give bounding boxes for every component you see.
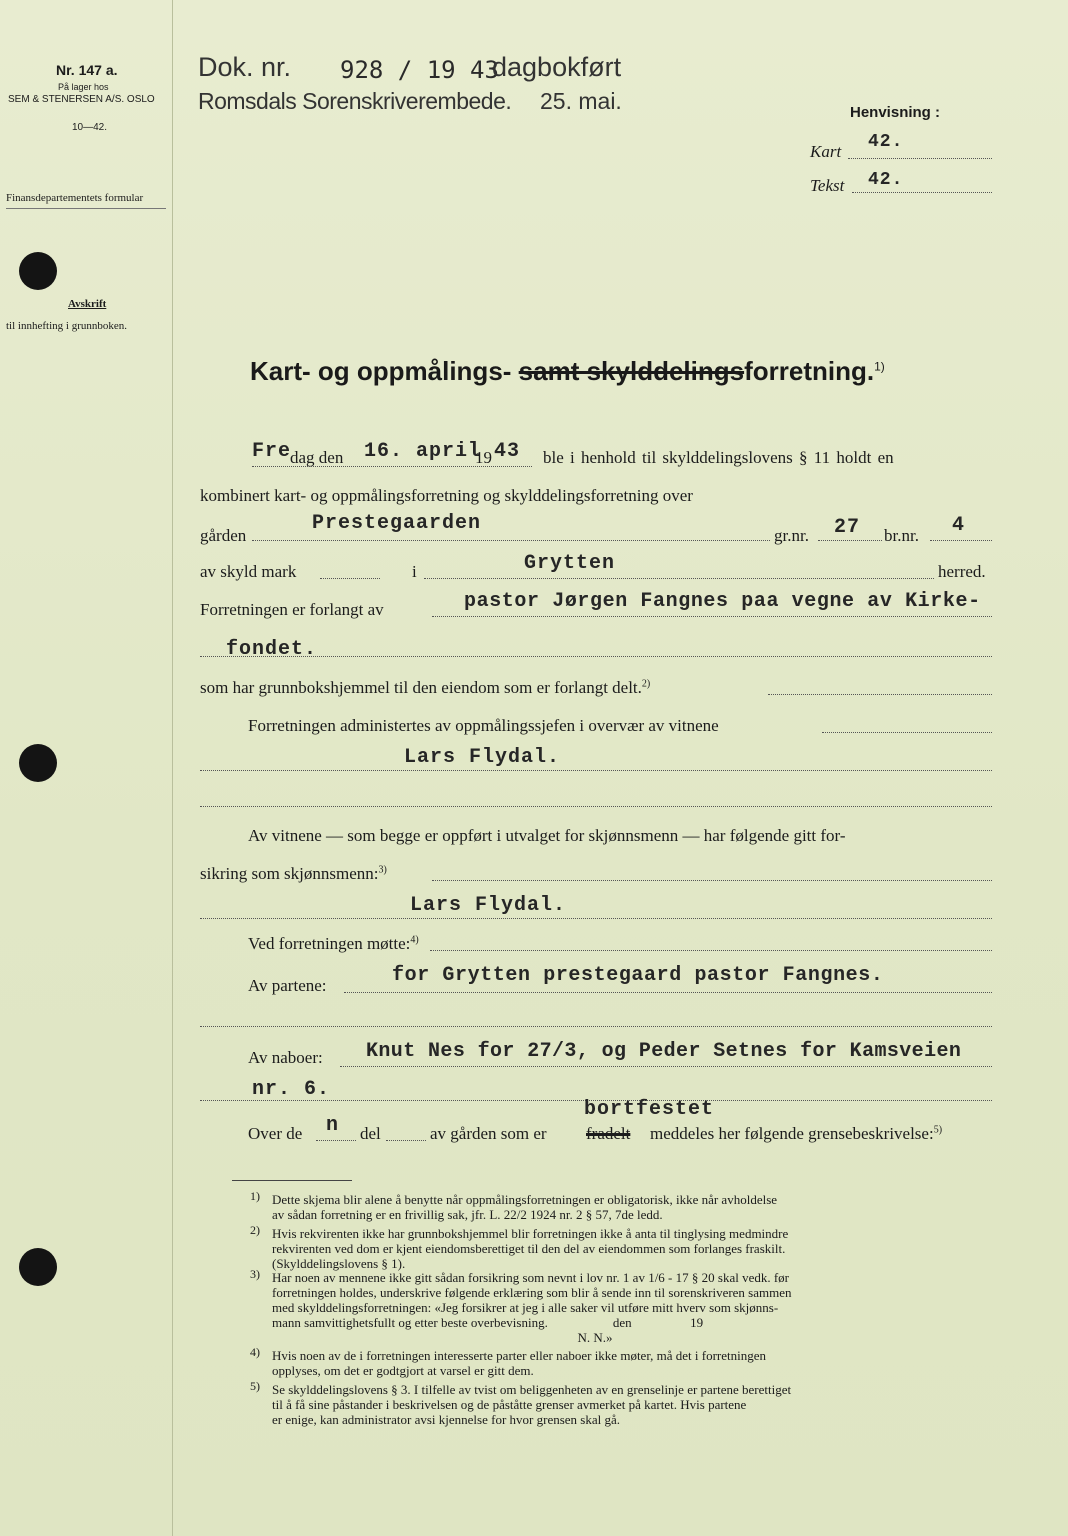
del-label: del (360, 1124, 381, 1143)
brnr-line (930, 540, 992, 541)
vitne-2: Lars Flydal. (410, 894, 567, 917)
footnote-line: av sådan forretning er en frivillig sak, jfr. L. 22/2 1924 nr. 2 § 57, 7de ledd. (272, 1207, 663, 1222)
stamp-date: 25. mai. (540, 88, 622, 114)
vitne-1: Lars Flydal. (404, 746, 561, 769)
vitne-text-2: sikring som skjønnsmenn: (200, 864, 379, 883)
partene-line-2 (200, 1026, 992, 1027)
footnote-line: Har noen av mennene ikke gitt sådan forsikring som nevnt i lov nr. 1 av 1/6 - 17 § 20 skal vedk. før (272, 1270, 790, 1285)
footnote-number: 2) (250, 1223, 260, 1237)
del-line (386, 1140, 426, 1141)
footnote-line: rekvirenten ved dom er kjent eiendomsberettiget til den del av eiendommen som forlanges fraskilt. (272, 1241, 786, 1256)
punch-hole (19, 744, 57, 782)
footnote-rule (232, 1180, 352, 1181)
footnote-line: mann samvittighetsfullt og etter beste overbevisning. den 19 (272, 1315, 704, 1330)
punch-hole (19, 252, 57, 290)
copy-subtitle: til innhefting i grunnboken. (6, 320, 127, 332)
stamp-office: Romsdals Sorenskriverembede. (198, 88, 512, 114)
copy-title: Avskrift (68, 298, 107, 310)
footnote-number: 1) (250, 1189, 260, 1203)
forlangt-line-2 (200, 656, 992, 657)
grnr-line (818, 540, 882, 541)
punch-hole (19, 1248, 57, 1286)
vitne-text-line (432, 880, 992, 881)
vitne-note: 3) (378, 864, 387, 876)
naboer-label: Av naboer: (248, 1048, 323, 1067)
skyld-line (320, 578, 380, 579)
meddeles-wrap (650, 1124, 942, 1144)
form-date-code: 10—42. (72, 122, 108, 133)
naboer-value-2: nr. 6. (252, 1078, 331, 1101)
admin-line (822, 732, 992, 733)
reference-title: Henvisning : (850, 104, 941, 121)
footnote-number: 4) (250, 1345, 260, 1359)
motte-label-wrap (248, 934, 419, 954)
heading-part-1: Kart- og oppmålings- (250, 356, 512, 386)
grnr-label: gr.nr. (774, 526, 809, 545)
vitne-line-2 (200, 806, 992, 807)
footnote-line: Se skylddelingslovens § 3. I tilfelle av tvist om beliggenheten av en grenselinje er partene berettiget (272, 1382, 792, 1397)
meddeles-text: meddeles her følgende grensebeskrivelse: (650, 1124, 934, 1143)
garden-label: gården (200, 526, 247, 545)
footnote-line: forretningen holdes, underskrive følgende erklæring som blir å sende inn til sorenskriveren sammen (272, 1285, 792, 1300)
publisher-line-1: På lager hos (58, 82, 109, 92)
over-value: n (326, 1114, 340, 1137)
garden-som-er: av gården som er (430, 1124, 547, 1143)
weekday-value: Fre (252, 440, 292, 463)
stamp-doc-label: Dok. nr. (198, 52, 292, 82)
ministry-underline (6, 208, 166, 209)
footnote-line: med skylddelingsforretningen: «Jeg forsikrer at jeg i alle saker vil utføre mitt hverv som skjønns- (272, 1300, 779, 1315)
date-line (252, 466, 532, 467)
heading-struck-text: samt skylddelings (518, 356, 745, 386)
grnr-value: 27 (834, 516, 861, 539)
stamp-doc-number: 928 / 19 43 (340, 56, 499, 84)
heading-part-2: forretning. (744, 356, 875, 386)
year-value: 43 (494, 440, 521, 463)
naboer-value-1: Knut Nes for 27/3, og Peder Setnes for Kamsveien (366, 1040, 962, 1063)
partene-value: for Grytten prestegaard pastor Fangnes. (392, 964, 884, 987)
hjemmel-line (768, 694, 992, 695)
heading-note: 1) (874, 359, 885, 374)
hjemmel-label (200, 678, 650, 698)
motte-note: 4) (410, 934, 419, 946)
brnr-label: br.nr. (884, 526, 919, 545)
stamp-dagbokfort: dagbokført (492, 52, 622, 82)
over-line (316, 1140, 356, 1141)
form-number: Nr. 147 a. (56, 62, 118, 78)
garden-line (252, 540, 770, 541)
footnote-line: er enige, kan administrator avsi kjennelse for hvor grensen skal gå. (272, 1412, 620, 1427)
footnote-line: Hvis rekvirenten ikke har grunnbokshjemmel blir forretningen ikke å anta til tinglysing medmindre (272, 1226, 789, 1241)
date-value: 16. april (364, 440, 482, 463)
footnote-line: (Skylddelingslovens § 1). (272, 1256, 406, 1271)
over-label: Over de (248, 1124, 303, 1143)
vitne-2-line (200, 918, 992, 919)
tekst-line (852, 192, 992, 193)
garden-value: Prestegaarden (312, 512, 482, 535)
admin-label: Forretningen administertes av oppmålingssjefen i overvær av vitnene (248, 716, 719, 735)
footnote-number: 5) (250, 1379, 260, 1393)
vitne-text-1: Av vitnene — som begge er oppført i utvalget for skjønnsmenn — har følgende gitt for- (248, 826, 846, 845)
footnote-line: Dette skjema blir alene å benytte når oppmålingsforretningen er obligatorisk, ikke når avholdelse (272, 1192, 778, 1207)
struck-word: fradelt (586, 1124, 631, 1143)
form-heading (250, 356, 885, 387)
intro-rest: ble i henhold til skylddelingslovens § 11 holdt en (543, 448, 894, 467)
motte-label: Ved forretningen møtte: (248, 934, 411, 953)
herred-label: herred. (938, 562, 986, 581)
partene-label: Av partene: (248, 976, 327, 995)
kart-label: Kart (810, 142, 842, 161)
hjemmel-text: som har grunnbokshjemmel til den eiendom som er forlangt delt. (200, 678, 642, 697)
footnote-number: 3) (250, 1267, 260, 1281)
hjemmel-note: 2) (641, 678, 651, 690)
dag-den-label: dag den (290, 448, 344, 467)
partene-line (344, 992, 992, 993)
footnote-line: Hvis noen av de i forretningen interesserte parter eller naboer ikke møter, må det i forretningen (272, 1348, 767, 1363)
intro-line-2: kombinert kart- og oppmålingsforretning og skylddelingsforretning over (200, 486, 693, 505)
forlangt-label: Forretningen er forlangt av (200, 600, 384, 619)
naboer-line-1 (340, 1066, 992, 1067)
ministry-label: Finansdepartementets formular (6, 192, 144, 204)
kart-value: 42. (868, 132, 904, 152)
meddeles-note: 5) (933, 1124, 943, 1136)
skyld-label: av skyld mark (200, 562, 297, 581)
kart-line (848, 158, 992, 159)
brnr-value: 4 (952, 514, 966, 537)
footnote-line: til å få sine påstander i beskrivelsen og de påståtte grenser avmerket på kartet. Hvis partene (272, 1397, 747, 1412)
vitne-text-2-wrap (200, 864, 387, 884)
herred-line (424, 578, 934, 579)
forlangt-value-2: fondet. (226, 638, 318, 661)
footnote-line: N. N.» (272, 1330, 613, 1345)
tekst-value: 42. (868, 170, 904, 190)
tekst-label: Tekst (810, 176, 845, 195)
forlangt-line-1 (432, 616, 992, 617)
motte-line (430, 950, 992, 951)
vitne-line-1 (200, 770, 992, 771)
publisher-line-2: SEM & STENERSEN A/S. OSLO (8, 94, 155, 105)
inserted-word: bortfestet (584, 1098, 715, 1121)
i-label: i (412, 562, 417, 581)
footnote-line: opplyses, om det er godtgjort at varsel er gitt dem. (272, 1363, 534, 1378)
year-prefix: 19 (475, 448, 492, 467)
herred-value: Grytten (524, 552, 616, 575)
forlangt-value-1: pastor Jørgen Fangnes paa vegne av Kirke- (464, 590, 981, 613)
